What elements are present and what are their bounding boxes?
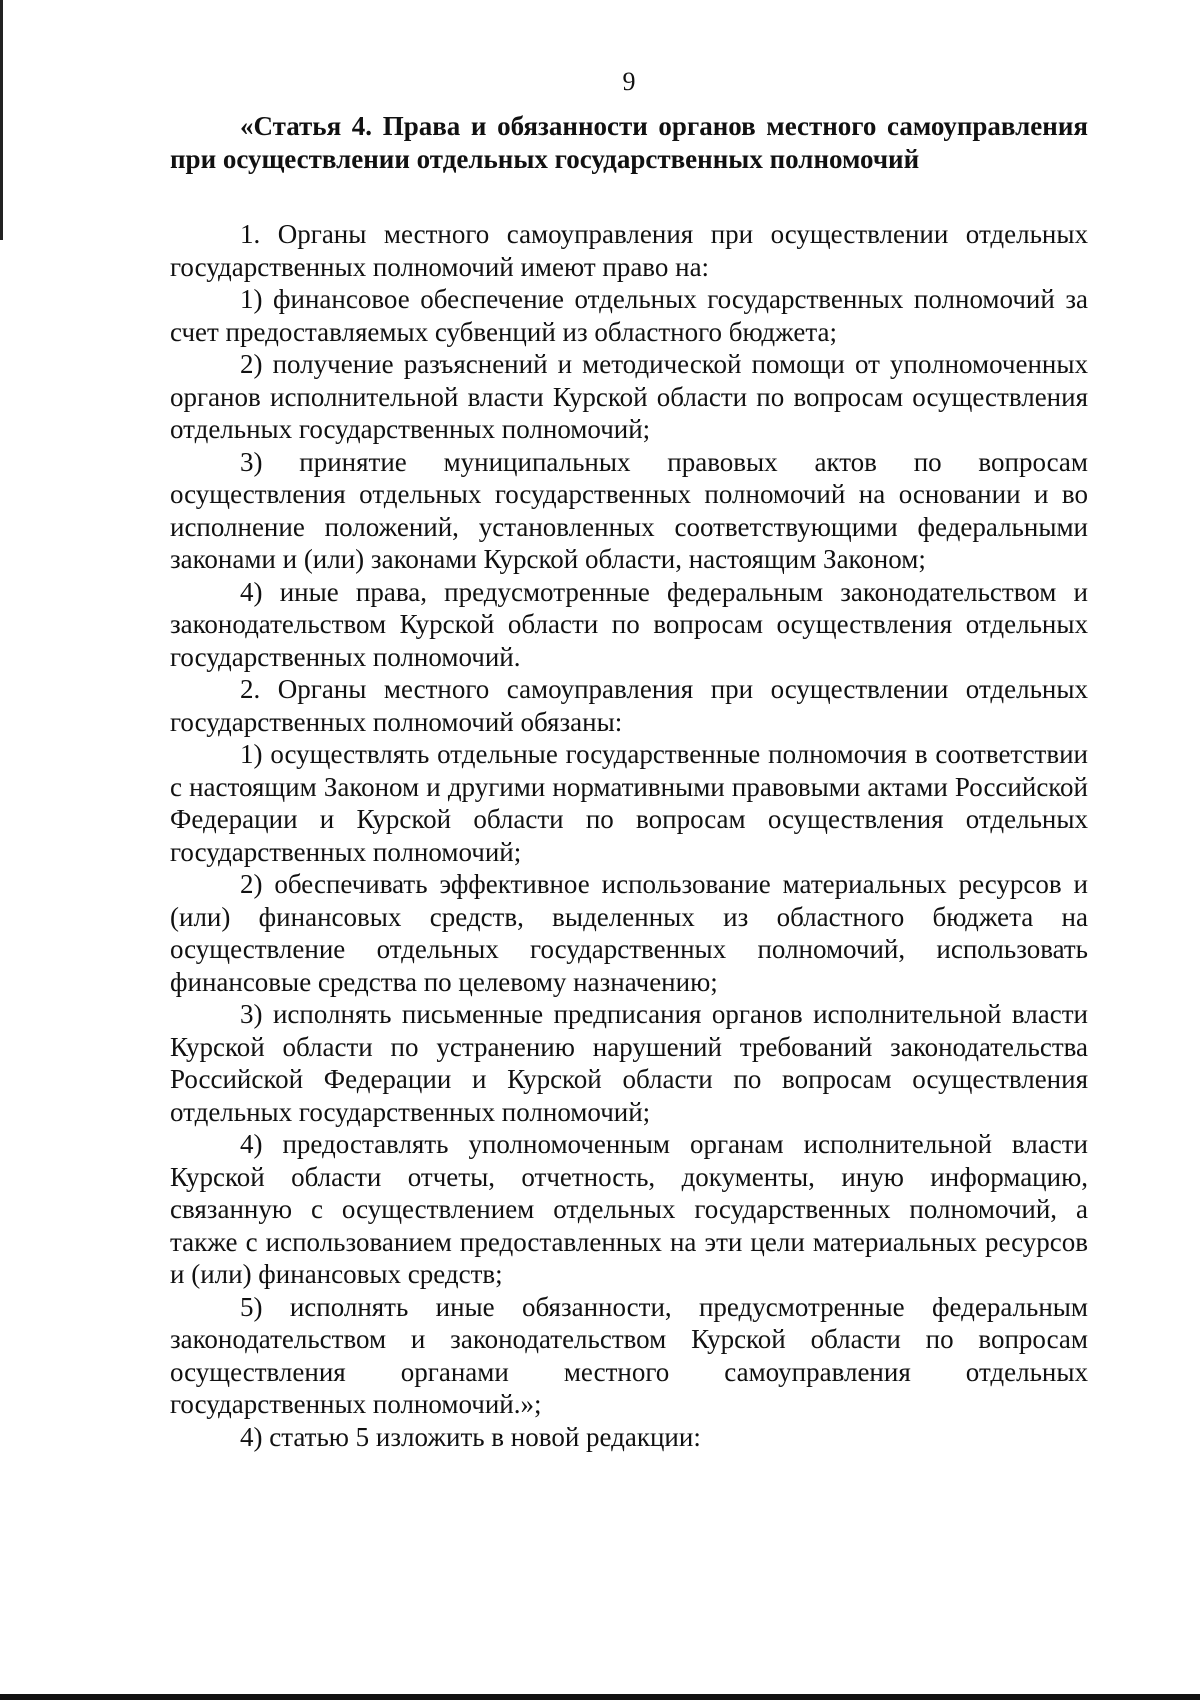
paragraph-3: 2) получение разъяснений и методической помощи от уполномоченных органов исполнительной власти Курской области по вопросам осуществления отдельных государственных полномочий; [170, 349, 1088, 444]
paragraph-8: 2) обеспечивать эффективное использование материальных ресурсов и (или) финансовых средств, выделенных из областного бюджета на осуществление отдельных государственных полномочий, использовать финансовые средства по целевому назначению; [170, 869, 1088, 997]
paragraph-11: 5) исполнять иные обязанности, предусмотренные федеральным законодательством и законодательством Курской области по вопросам осуществления органами местного самоуправления отдельных государственных полномочий.»; [170, 1291, 1088, 1419]
scan-edge-bottom [0, 1694, 1200, 1700]
paragraph-10: 4) предоставлять уполномоченным органам исполнительной власти Курской области отчеты, отчетность, документы, иную информацию, связанную с осуществлением отдельных государственных полномочий, а также с использованием предоставленных на эти цели материальных ресурсов и (или) финансовых средств; [170, 1129, 1088, 1289]
paragraph-4: 3) принятие муниципальных правовых актов по вопросам осуществления отдельных государственных полномочий на основании и во исполнение положений, установленных соответствующими федеральными законами и (или) законами Курской области, настоящим Законом; [170, 446, 1088, 574]
paragraph-1: 1. Органы местного самоуправления при осуществлении отдельных государственных полномочий имеют право на: [170, 219, 1088, 282]
document-page [170, 66, 1088, 1453]
scan-edge-left [0, 0, 3, 240]
paragraph-2: 1) финансовое обеспечение отдельных государственных полномочий за счет предоставляемых субвенций из областного бюджета; [170, 284, 1088, 347]
paragraph-9: 3) исполнять письменные предписания органов исполнительной власти Курской области по устранению нарушений требований законодательства Российской Федерации и Курской области по вопросам осуществления отдельных государственных полномочий; [170, 999, 1088, 1127]
paragraph-5: 4) иные права, предусмотренные федеральным законодательством и законодательством Курской области по вопросам осуществления отдельных государственных полномочий. [170, 576, 1088, 672]
page-number: 9 [622, 67, 636, 96]
article-title: «Статья 4. Права и обязанности органов местного самоуправления при осуществлении отдельных государственных полномочий [170, 111, 1088, 174]
paragraph-6: 2. Органы местного самоуправления при осуществлении отдельных государственных полномочий обязаны: [170, 674, 1088, 737]
paragraph-7: 1) осуществлять отдельные государственные полномочия в соответствии с настоящим Законом и другими нормативными правовыми актами Российской Федерации и Курской области по вопросам осуществления отдельных государственных полномочий; [170, 739, 1088, 867]
paragraph-12: 4) статью 5 изложить в новой редакции: [240, 1421, 701, 1452]
